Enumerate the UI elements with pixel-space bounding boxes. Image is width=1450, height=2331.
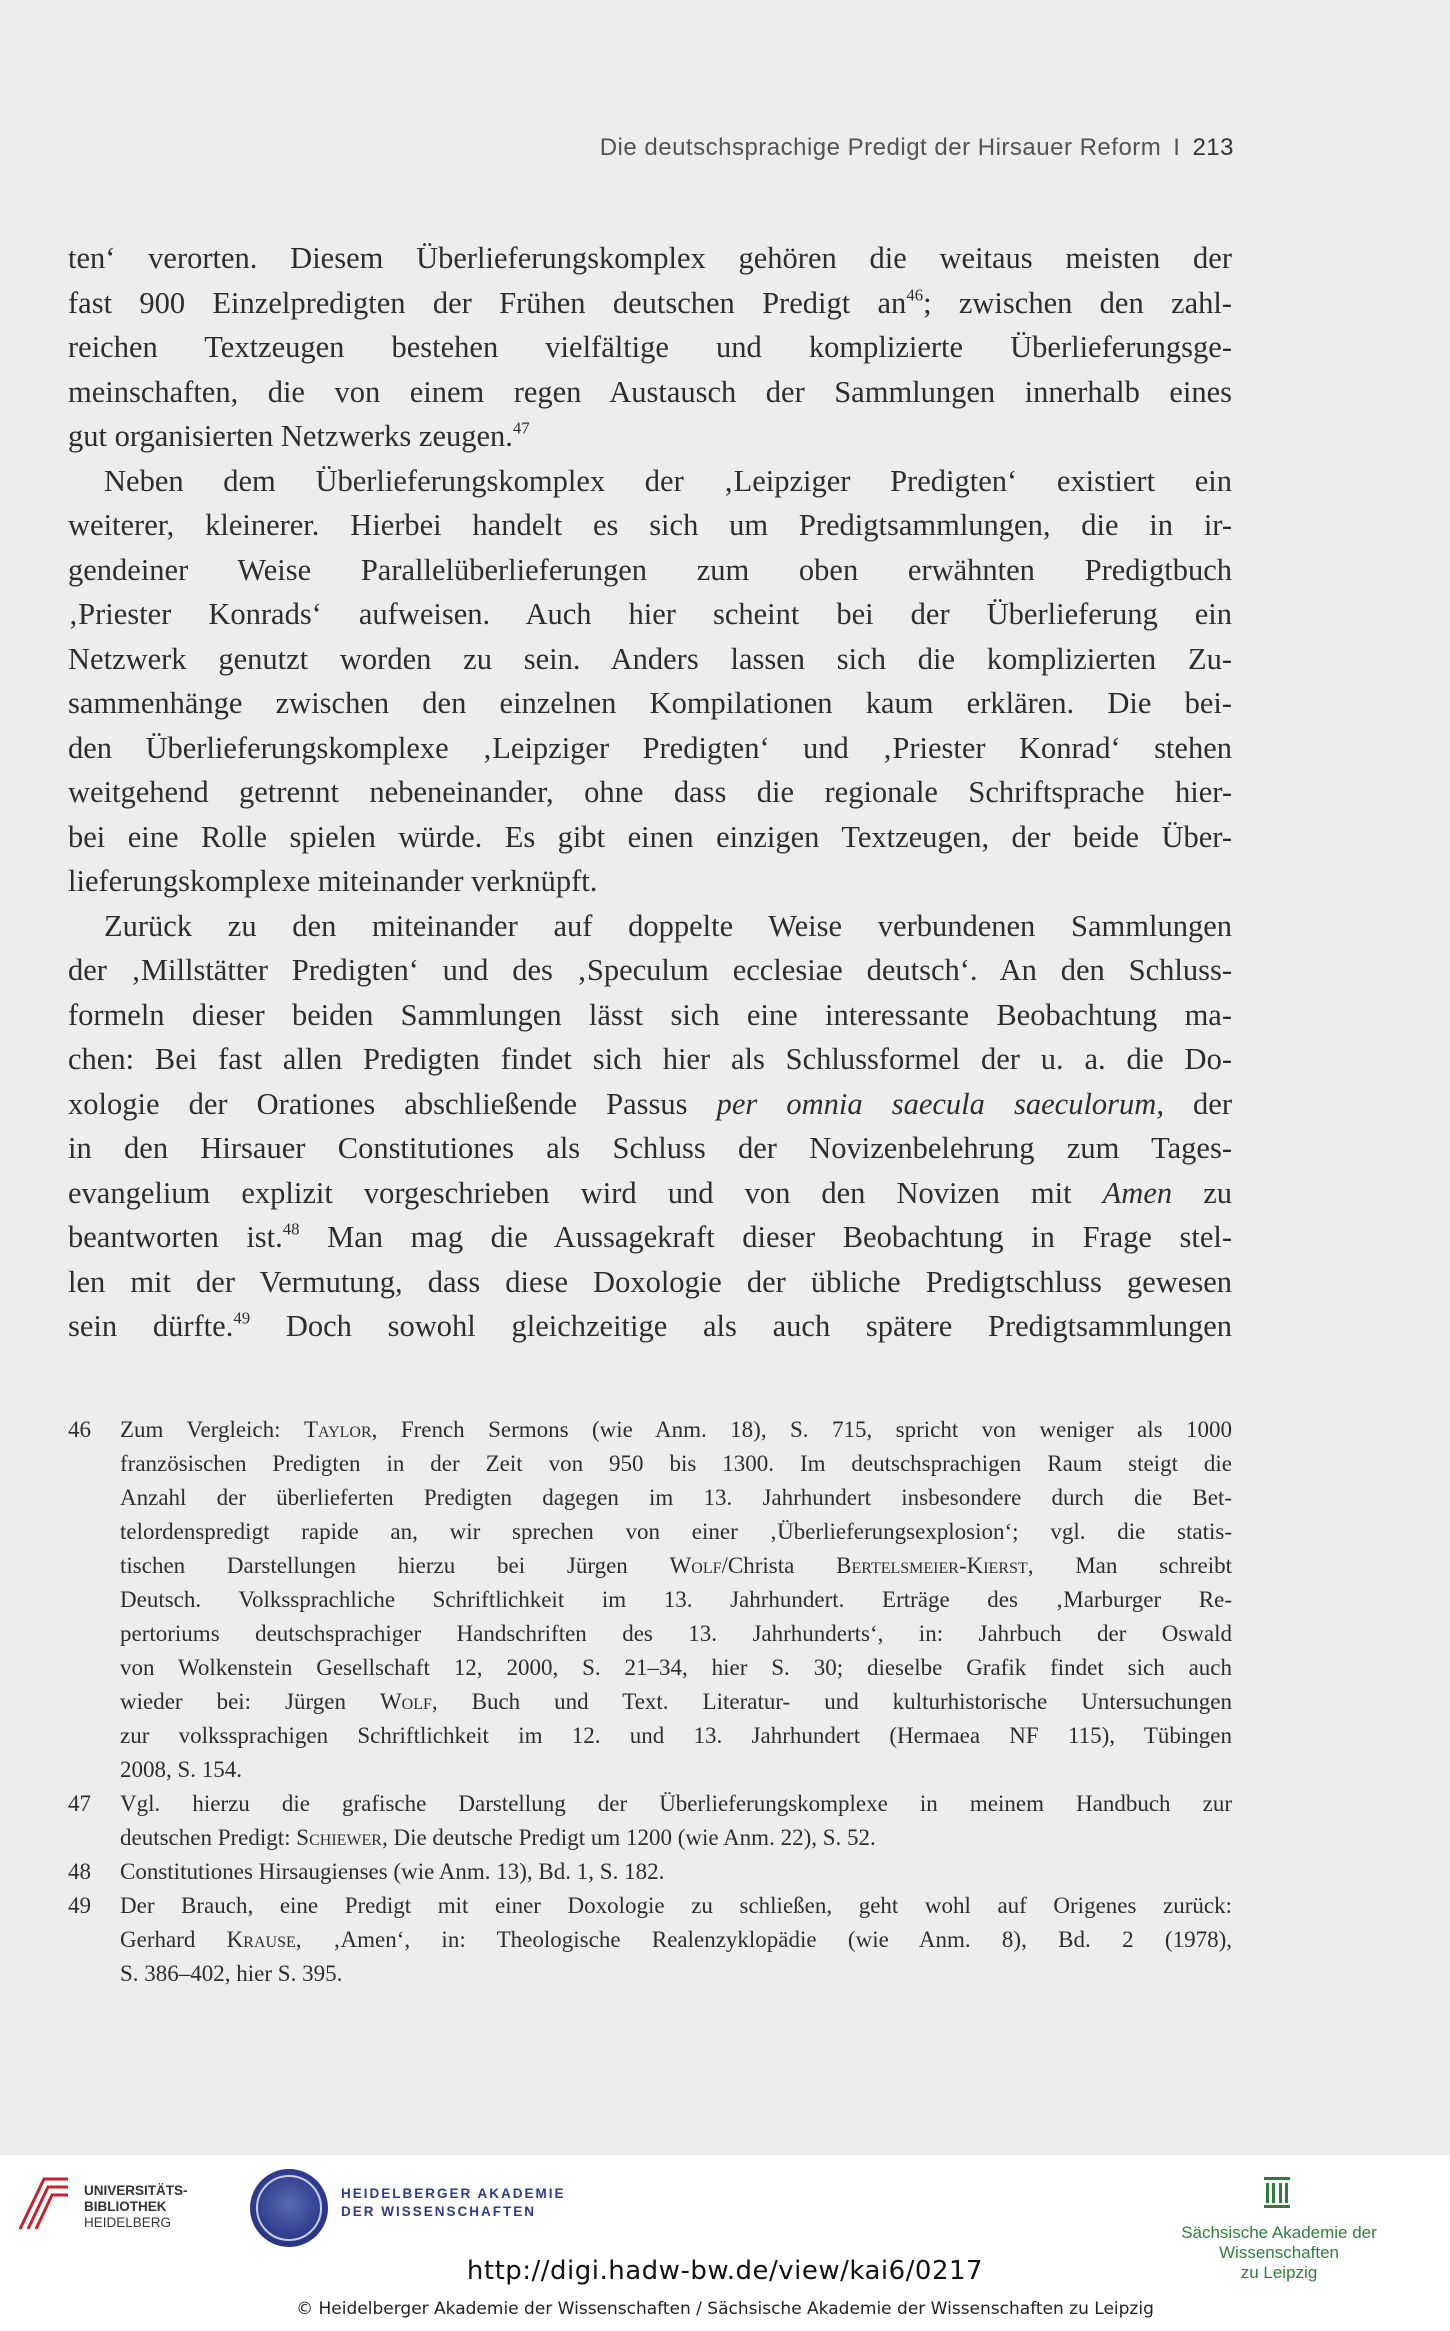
footnote-line: deutschen Predigt: Schiewer, Die deutsche Predigt um 1200 (wie Anm. 22), S. 52. (120, 1825, 876, 1850)
text-line: chen: Bei fast allen Predigten findet sich hier als Schlussformel der u. a. die Do- (68, 1042, 1232, 1076)
author-name-small-caps: Bertelsmeier-Kierst (836, 1553, 1028, 1578)
footnote-reference[interactable]: 48 (282, 1219, 300, 1239)
saxon-academy-building-icon[interactable] (1262, 2173, 1292, 2213)
text-line: in den Hirsauer Constitutiones als Schluss der Novizenbelehrung zum Tages- (68, 1131, 1232, 1165)
footnote-line: tischen Darstellungen hierzu bei Jürgen Wolf/Christa Bertelsmeier-Kierst, Man schreibt (120, 1553, 1232, 1578)
main-text (68, 236, 1232, 1349)
footnote-number: 49 (68, 1893, 91, 1918)
text-line: beantworten ist.$^{48}$ Man mag die Aussagekraft dieser Beobachtung in Frage stel- (68, 1219, 1233, 1254)
hadw-logo-line1: HEIDELBERGER AKADEMIE (341, 2186, 566, 2201)
footnote-reference[interactable]: 49 (233, 1308, 251, 1328)
footnote-number: 47 (68, 1791, 91, 1816)
text-line: gendeiner Weise Parallelüberlieferungen zum oben erwähnten Predigtbuch (68, 552, 1232, 587)
author-name-small-caps: Wolf (379, 1689, 432, 1714)
digitization-footer (0, 2155, 1450, 2331)
footnote-line: 2008, S. 154. (120, 1757, 243, 1782)
hadw-logo-line2: DER WISSENSCHAFTEN (341, 2204, 537, 2219)
permalink-url[interactable]: http://digi.hadw-bw.de/view/kai6/0217 (466, 2256, 984, 2286)
text-line: xologie der Orationes abschließende Passus per omnia saecula saeculorum, der (68, 1086, 1232, 1121)
author-name-small-caps: Wolf (669, 1553, 722, 1578)
footnote-number: 48 (68, 1859, 91, 1884)
text-line: ten‘ verorten. Diesem Überlieferungskomplex gehören die weitaus meisten der (68, 241, 1232, 275)
footnotes (68, 1413, 1232, 1991)
footnote-48 (68, 1855, 1232, 1889)
footnote-line: Deutsch. Volkssprachliche Schriftlichkeit im 13. Jahrhundert. Erträge des ‚Marburger Re- (120, 1587, 1232, 1612)
footnote-reference[interactable]: 47 (512, 418, 530, 438)
footnote-line: Constitutiones Hirsaugienses (wie Anm. 13), Bd. 1, S. 182. (120, 1859, 665, 1884)
text-line: Neben dem Überlieferungskomplex der ‚Leipziger Predigten‘ existiert ein (104, 463, 1232, 498)
text-line: der ‚Millstätter Predigten‘ und des ‚Speculum ecclesiae deutsch‘. An den Schluss- (68, 953, 1232, 987)
text-line: weiterer, kleinerer. Hierbei handelt es sich um Predigtsammlungen, die in ir- (68, 508, 1232, 542)
footnote-47 (68, 1787, 1232, 1855)
heidelberg-academy-logo-text (341, 2185, 566, 2221)
author-name-small-caps: Krause (226, 1927, 296, 1952)
text-line: ‚Priester Konrads‘ aufweisen. Auch hier scheint bei der Überlieferung ein (68, 597, 1232, 631)
footnote-line: wieder bei: Jürgen Wolf, Buch und Text. Literatur- und kulturhistorische Untersuchungen (120, 1689, 1232, 1714)
text-line: lieferungskomplexe miteinander verknüpft. (68, 864, 598, 898)
footnote-line: Der Brauch, eine Predigt mit einer Doxologie zu schließen, geht wohl auf Origenes zurück: (120, 1893, 1232, 1918)
author-name-small-caps: Taylor (303, 1417, 372, 1442)
running-head-separator: I (1173, 134, 1181, 161)
text-line: sammenhänge zwischen den einzelnen Kompilationen kaum erklären. Die bei- (68, 686, 1232, 720)
italic-text: per omnia saecula saeculorum, (716, 1086, 1164, 1121)
running-head (600, 134, 1234, 162)
ub-logo-line3: HEIDELBERG (84, 2215, 172, 2230)
academy-seal-icon[interactable] (250, 2169, 328, 2247)
footnote-49 (68, 1889, 1232, 1991)
text-line: meinschaften, die von einem regen Austausch der Sammlungen innerhalb eines (68, 374, 1232, 409)
footnote-line: zur volkssprachigen Schriftlichkeit im 12. und 13. Jahrhundert (Hermaea NF 115), Tübingen (120, 1723, 1232, 1748)
footnote-line: Gerhard Krause, ‚Amen‘, in: Theologische Realenzyklopädie (wie Anm. 8), Bd. 2 (1978), (120, 1927, 1232, 1952)
footnote-line: von Wolkenstein Gesellschaft 12, 2000, S. 21–34, hier S. 30; dieselbe Grafik findet sich auch (120, 1655, 1232, 1680)
saw-logo-line1: Sächsische Akademie der Wissenschaften (1181, 2223, 1377, 2262)
footnote-46 (68, 1413, 1232, 1787)
text-line: Zurück zu den miteinander auf doppelte Weise verbundenen Sammlungen (104, 908, 1232, 943)
footnote-line: Zum Vergleich: Taylor, French Sermons (wie Anm. 18), S. 715, spricht von weniger als 1000 (120, 1417, 1232, 1442)
footnote-line: pertoriums deutschsprachiger Handschriften des 13. Jahrhunderts‘, in: Jahrbuch der Oswald (120, 1621, 1232, 1646)
text-line: bei eine Rolle spielen würde. Es gibt einen einzigen Textzeugen, der beide Über- (68, 819, 1232, 854)
text-line: sein dürfte.$^{49}$ Doch sowohl gleichzeitige als auch spätere Predigtsammlungen (68, 1308, 1232, 1343)
footnote-line: französischen Predigten in der Zeit von 950 bis 1300. Im deutschsprachigen Raum steigt die (120, 1451, 1232, 1476)
footnote-line: S. 386–402, hier S. 395. (120, 1961, 343, 1986)
text-line: Netzwerk genutzt worden zu sein. Anders lassen sich die komplizierten Zu- (68, 641, 1232, 676)
footnote-number: 46 (68, 1417, 91, 1442)
ub-logo-line1: UNIVERSITÄTS- (84, 2183, 188, 2198)
page-number: 213 (1192, 134, 1234, 161)
saw-logo-line2: zu Leipzig (1240, 2263, 1318, 2282)
footnote-reference[interactable]: 46 (906, 284, 924, 304)
italic-text: Amen (1102, 1175, 1173, 1210)
text-line: formeln dieser beiden Sammlungen lässt sich eine interessante Beobachtung ma- (68, 997, 1232, 1032)
footnote-line: Vgl. hierzu die grafische Darstellung der Überlieferungskomplexe in meinem Handbuch zur (120, 1791, 1232, 1816)
university-library-logo-icon[interactable] (14, 2173, 74, 2235)
text-line: weitgehend getrennt nebeneinander, ohne dass die regionale Schriftsprache hier- (68, 775, 1232, 809)
author-name-small-caps: Schiewer (296, 1825, 382, 1850)
footnote-line: Anzahl der überlieferten Predigten dagegen im 13. Jahrhundert insbesondere durch die Bet- (120, 1485, 1232, 1510)
ub-logo-line2: BIBLIOTHEK (84, 2199, 167, 2214)
copyright-notice: © Heidelberger Akademie der Wissenschaften / Sächsische Akademie der Wissenschaften zu Leipzig (296, 2299, 1154, 2319)
text-line: den Überlieferungskomplexe ‚Leipziger Predigten‘ und ‚Priester Konrad‘ stehen (68, 730, 1232, 765)
text-line: fast 900 Einzelpredigten der Frühen deutschen Predigt $an^{46}$; zwischen den zahl- (68, 284, 1232, 320)
text-line: gut organisierten Netzwerks zeugen.$^{47}$ (68, 418, 530, 453)
running-title: Die deutschsprachige Predigt der Hirsauer Reform (599, 134, 1162, 161)
text-line: evangelium explizit vorgeschrieben wird und von den Novizen mit Amen zu (68, 1175, 1232, 1210)
text-line: reichen Textzeugen bestehen vielfältige und komplizierte Überlieferungsge- (68, 330, 1232, 364)
text-line: len mit der Vermutung, dass diese Doxologie der übliche Predigtschluss gewesen (68, 1264, 1232, 1299)
university-library-logo-text (84, 2183, 188, 2231)
footnote-line: telordenspredigt rapide an, wir sprechen von einer ‚Überlieferungsexplosion‘; vgl. die statis- (120, 1519, 1232, 1544)
